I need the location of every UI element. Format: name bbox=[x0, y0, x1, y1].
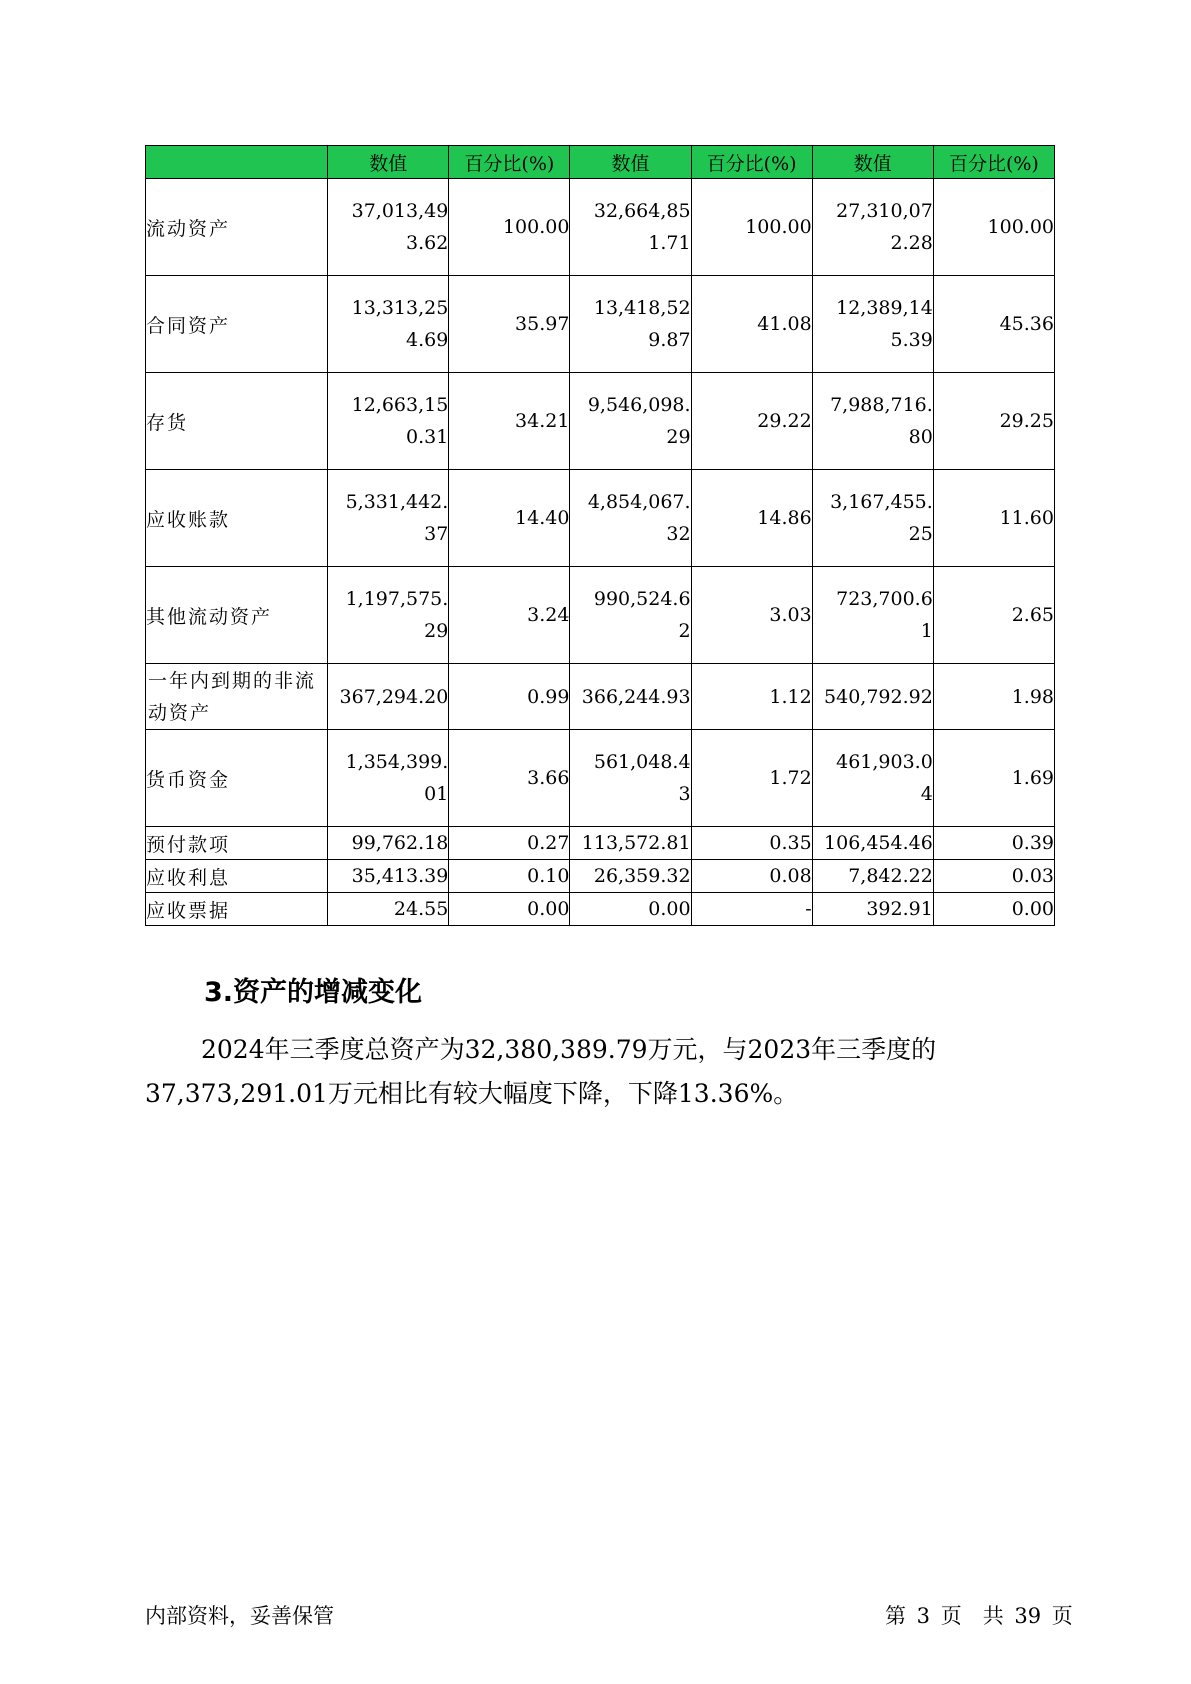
header-cell-percent-1: 百分比(%) bbox=[449, 146, 570, 179]
value-cell bbox=[570, 470, 691, 567]
percent-cell: 0.08 bbox=[691, 860, 812, 893]
table-row bbox=[146, 860, 1055, 893]
value-text: 13,418,529.87 bbox=[593, 297, 691, 351]
percent-cell: 29.25 bbox=[933, 373, 1054, 470]
value-text: 1,197,575.29 bbox=[345, 588, 449, 642]
value-cell bbox=[570, 179, 691, 276]
value-text: 5,331,442.37 bbox=[345, 491, 449, 545]
value-cell bbox=[812, 730, 933, 827]
header-cell-value-1: 数值 bbox=[328, 146, 449, 179]
value-text: 392.91 bbox=[866, 898, 933, 920]
value-text: 367,294.20 bbox=[339, 685, 449, 708]
value-cell bbox=[328, 179, 449, 276]
table-row bbox=[146, 179, 1055, 276]
value-cell bbox=[328, 827, 449, 860]
percent-cell: 1.69 bbox=[933, 730, 1054, 827]
value-text: 12,389,145.39 bbox=[836, 297, 933, 351]
percent-cell: 0.35 bbox=[691, 827, 812, 860]
percent-cell: 41.08 bbox=[691, 276, 812, 373]
value-text: 0.00 bbox=[648, 898, 691, 920]
value-text: 26,359.32 bbox=[593, 865, 691, 887]
header-cell-blank bbox=[146, 146, 328, 179]
percent-cell: 0.03 bbox=[933, 860, 1054, 893]
percent-cell: 100.00 bbox=[933, 179, 1054, 276]
row-label: 存货 bbox=[146, 373, 328, 470]
footer-confidential-note: 内部资料，妥善保管 bbox=[145, 1604, 334, 1628]
value-cell bbox=[570, 664, 691, 730]
value-text: 24.55 bbox=[393, 898, 449, 920]
value-cell bbox=[570, 827, 691, 860]
header-cell-value-2: 数值 bbox=[570, 146, 691, 179]
percent-cell: 0.00 bbox=[933, 893, 1054, 926]
percent-cell: 35.97 bbox=[449, 276, 570, 373]
header-cell-percent-3: 百分比(%) bbox=[933, 146, 1054, 179]
percent-cell: 14.86 bbox=[691, 470, 812, 567]
value-cell bbox=[328, 893, 449, 926]
row-label: 应收账款 bbox=[146, 470, 328, 567]
table-row bbox=[146, 730, 1055, 827]
value-cell bbox=[812, 893, 933, 926]
percent-cell: 1.12 bbox=[691, 664, 812, 730]
table-body bbox=[146, 179, 1055, 926]
value-text: 7,842.22 bbox=[848, 865, 933, 887]
value-cell bbox=[328, 373, 449, 470]
value-text: 990,524.62 bbox=[593, 588, 691, 642]
value-cell bbox=[328, 470, 449, 567]
value-text: 461,903.04 bbox=[836, 751, 933, 805]
value-text: 32,664,851.71 bbox=[593, 200, 691, 254]
table-row bbox=[146, 276, 1055, 373]
percent-cell: 2.65 bbox=[933, 567, 1054, 664]
percent-cell: 1.72 bbox=[691, 730, 812, 827]
percent-cell: 100.00 bbox=[691, 179, 812, 276]
value-text: 12,663,150.31 bbox=[351, 394, 449, 448]
value-text: 113,572.81 bbox=[581, 832, 691, 854]
value-text: 366,244.93 bbox=[581, 685, 691, 708]
value-cell bbox=[328, 860, 449, 893]
row-label: 合同资产 bbox=[146, 276, 328, 373]
value-text: 13,313,254.69 bbox=[351, 297, 449, 351]
current-assets-table bbox=[145, 145, 1055, 926]
value-cell bbox=[812, 860, 933, 893]
value-text: 37,013,493.62 bbox=[351, 200, 449, 254]
table-row bbox=[146, 893, 1055, 926]
percent-cell: 45.36 bbox=[933, 276, 1054, 373]
percent-cell: 0.10 bbox=[449, 860, 570, 893]
section-paragraph: 2024年三季度总资产为32,380,389.79万元，与2023年三季度的37,373,291.01万元相比有较大幅度下降，下降13.36%。 bbox=[145, 1035, 937, 1108]
value-text: 9,546,098.29 bbox=[587, 394, 691, 448]
percent-cell: 0.27 bbox=[449, 827, 570, 860]
row-label: 一年内到期的非流动资产 bbox=[146, 664, 328, 730]
value-cell bbox=[570, 893, 691, 926]
value-cell bbox=[812, 664, 933, 730]
header-cell-value-3: 数值 bbox=[812, 146, 933, 179]
value-text: 99,762.18 bbox=[351, 832, 449, 854]
value-text: 7,988,716.80 bbox=[830, 394, 933, 448]
value-text: 27,310,072.28 bbox=[836, 200, 933, 254]
table-row bbox=[146, 664, 1055, 730]
section-heading: 3.资产的增减变化 bbox=[204, 977, 423, 1008]
value-cell bbox=[812, 567, 933, 664]
percent-cell: 3.03 bbox=[691, 567, 812, 664]
value-text: 723,700.61 bbox=[836, 588, 933, 642]
value-cell bbox=[570, 860, 691, 893]
value-cell bbox=[570, 373, 691, 470]
header-cell-percent-2: 百分比(%) bbox=[691, 146, 812, 179]
row-label: 预付款项 bbox=[146, 827, 328, 860]
percent-cell: 100.00 bbox=[449, 179, 570, 276]
percent-cell: 34.21 bbox=[449, 373, 570, 470]
value-cell bbox=[328, 567, 449, 664]
value-text: 1,354,399.01 bbox=[345, 751, 449, 805]
table-header-row bbox=[146, 146, 1055, 179]
row-label: 应收利息 bbox=[146, 860, 328, 893]
value-text: 540,792.92 bbox=[824, 685, 933, 708]
table-row bbox=[146, 470, 1055, 567]
value-cell bbox=[812, 373, 933, 470]
footer-page-number: 第 3 页 共 39 页 bbox=[885, 1604, 1073, 1628]
percent-cell: 3.24 bbox=[449, 567, 570, 664]
table-row bbox=[146, 567, 1055, 664]
value-cell bbox=[812, 470, 933, 567]
percent-cell: 0.39 bbox=[933, 827, 1054, 860]
value-text: 4,854,067.32 bbox=[587, 491, 691, 545]
table-row bbox=[146, 827, 1055, 860]
value-text: 106,454.46 bbox=[824, 832, 933, 854]
percent-cell: 0.00 bbox=[449, 893, 570, 926]
percent-cell: 0.99 bbox=[449, 664, 570, 730]
value-cell bbox=[570, 730, 691, 827]
percent-cell: 3.66 bbox=[449, 730, 570, 827]
value-text: 561,048.43 bbox=[593, 751, 691, 805]
row-label: 其他流动资产 bbox=[146, 567, 328, 664]
percent-cell: 29.22 bbox=[691, 373, 812, 470]
row-label: 货币资金 bbox=[146, 730, 328, 827]
percent-cell: 11.60 bbox=[933, 470, 1054, 567]
value-text: 35,413.39 bbox=[351, 865, 449, 887]
value-text: 3,167,455.25 bbox=[830, 491, 933, 545]
row-label: 应收票据 bbox=[146, 893, 328, 926]
value-cell bbox=[328, 276, 449, 373]
value-cell bbox=[570, 567, 691, 664]
value-cell bbox=[570, 276, 691, 373]
percent-cell: 1.98 bbox=[933, 664, 1054, 730]
row-label: 流动资产 bbox=[146, 179, 328, 276]
value-cell bbox=[812, 276, 933, 373]
percent-cell: 14.40 bbox=[449, 470, 570, 567]
value-cell bbox=[812, 827, 933, 860]
value-cell bbox=[328, 730, 449, 827]
value-cell bbox=[812, 179, 933, 276]
table-row bbox=[146, 373, 1055, 470]
percent-cell: - bbox=[691, 893, 812, 926]
value-cell bbox=[328, 664, 449, 730]
